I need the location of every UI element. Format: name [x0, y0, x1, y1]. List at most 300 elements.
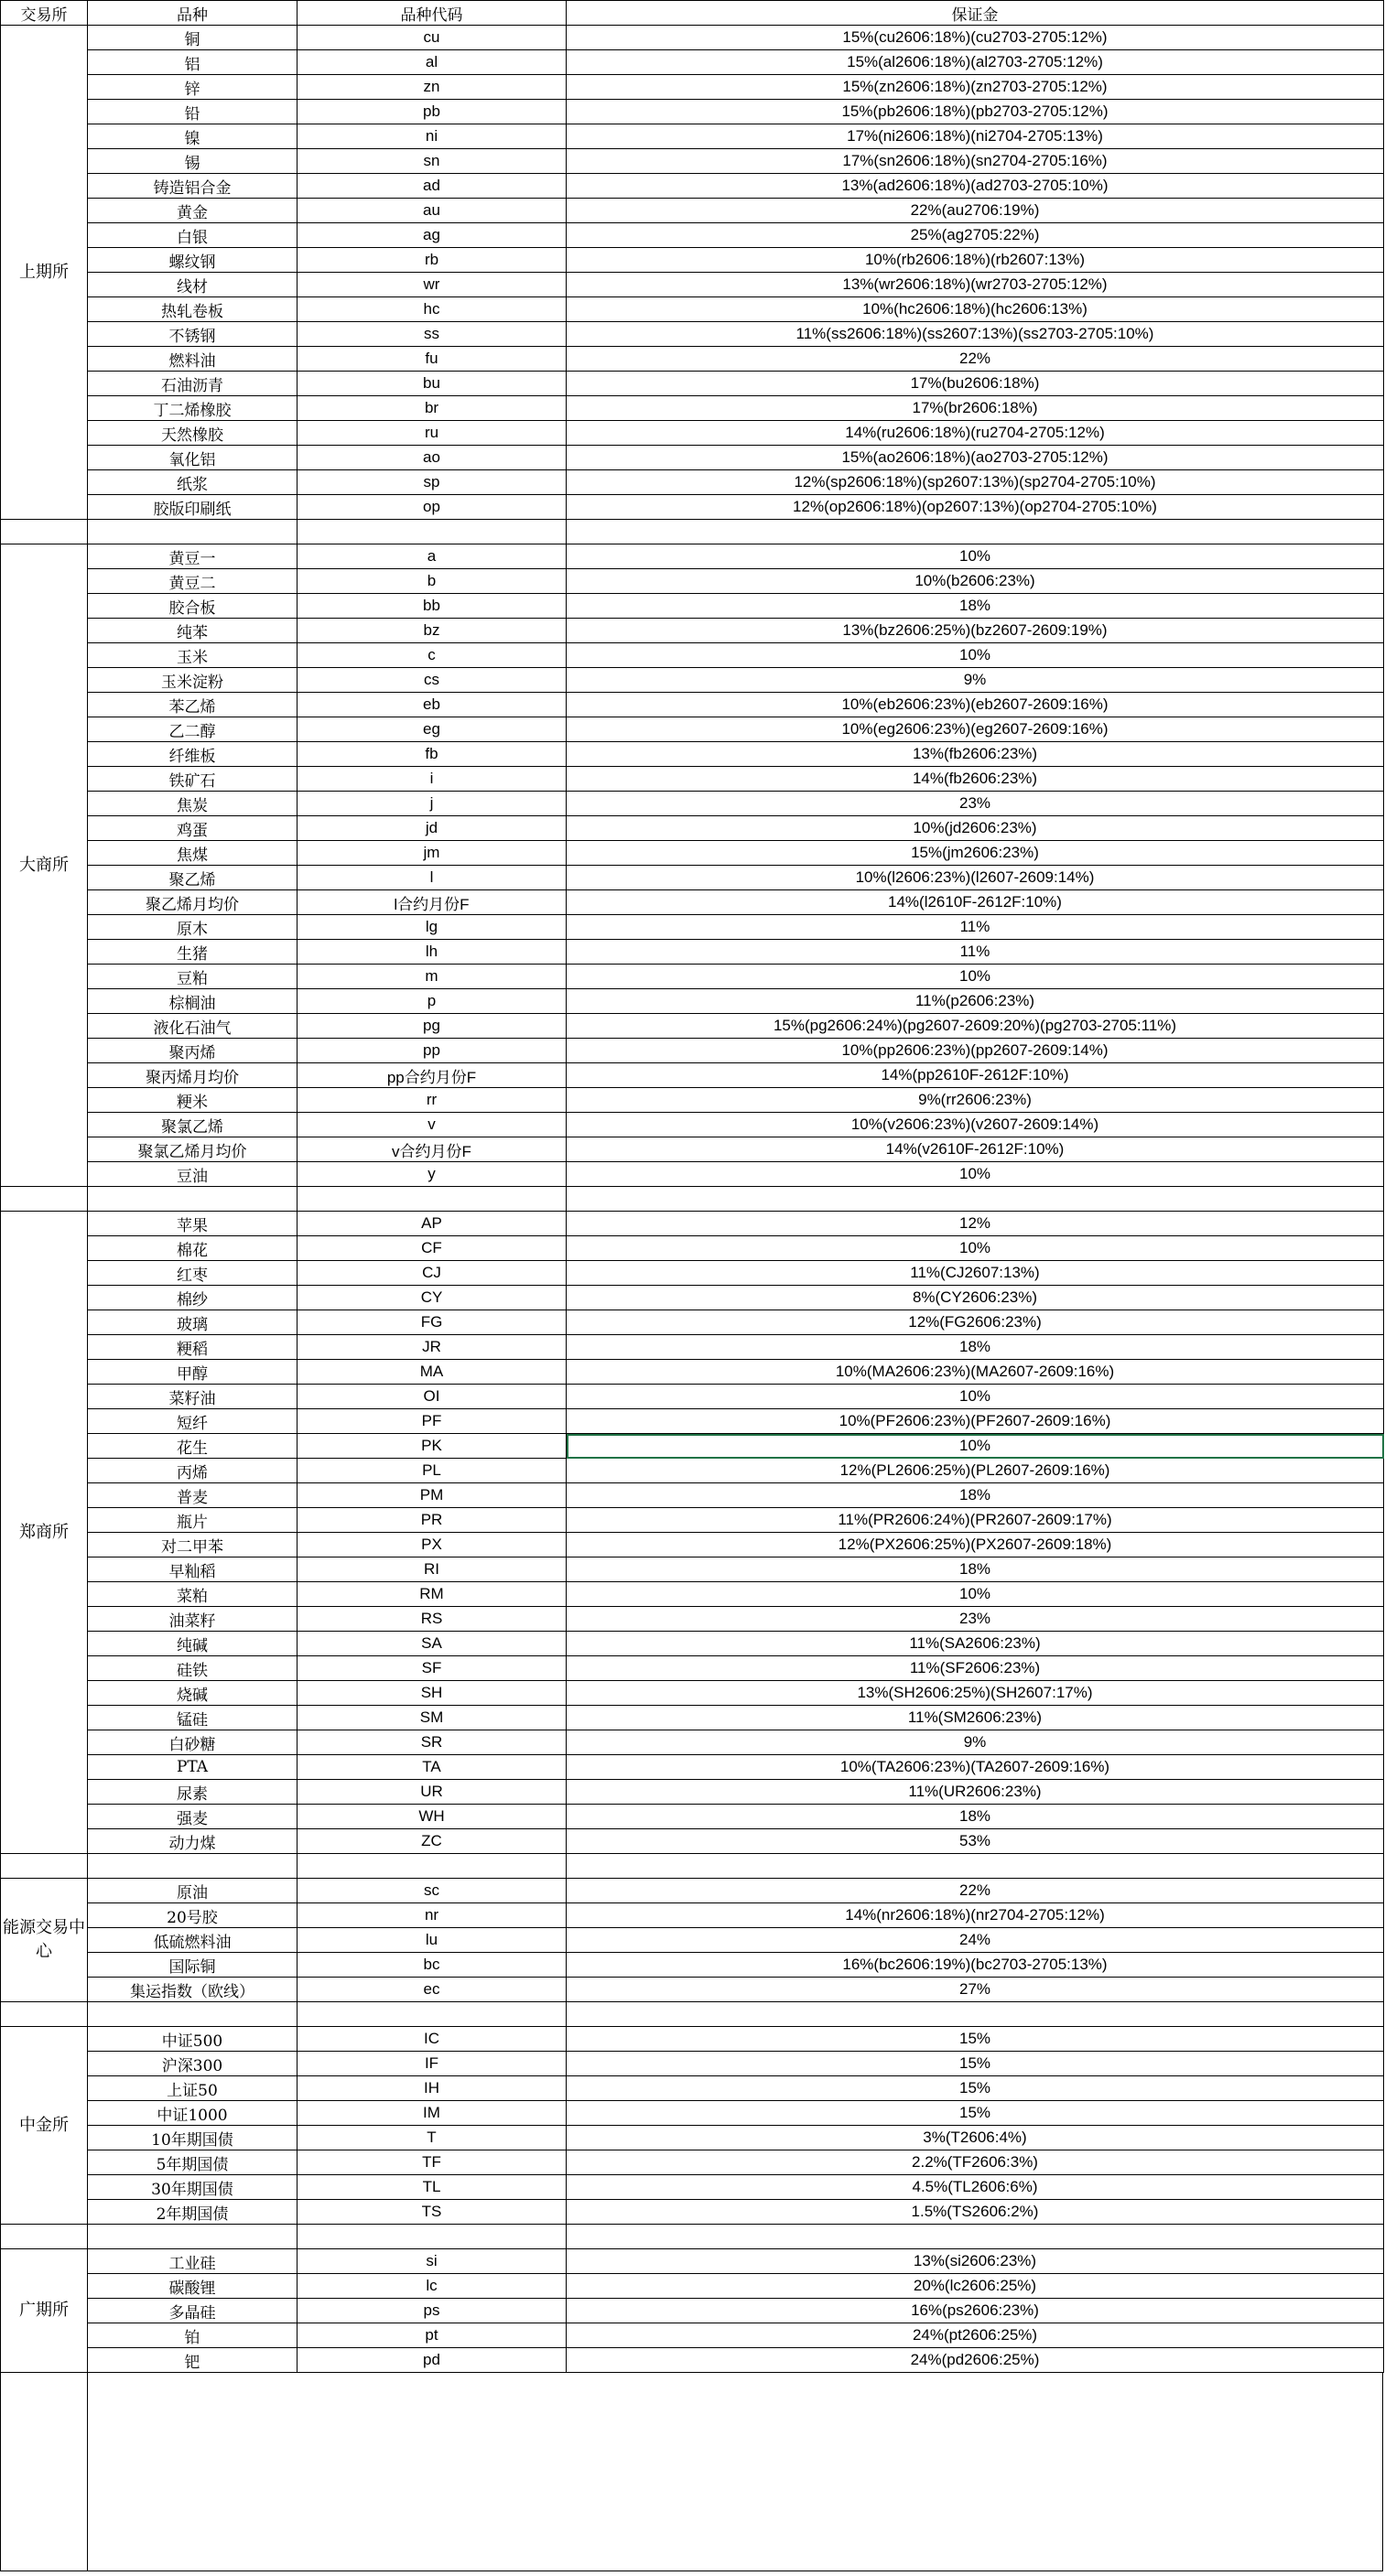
variety-cell[interactable]: 硅铁	[88, 1656, 298, 1681]
margin-cell[interactable]: 10%	[567, 1582, 1384, 1607]
code-cell[interactable]: pp合约月份F	[298, 1063, 567, 1088]
variety-cell[interactable]: 苯乙烯	[88, 693, 298, 717]
margin-cell[interactable]: 11%(SA2606:23%)	[567, 1632, 1384, 1656]
margin-cell[interactable]: 10%(TA2606:23%)(TA2607-2609:16%)	[567, 1755, 1384, 1780]
code-cell[interactable]: fu	[298, 347, 567, 372]
margin-cell[interactable]: 24%(pt2606:25%)	[567, 2323, 1384, 2348]
variety-cell[interactable]: 甲醇	[88, 1360, 298, 1385]
code-cell[interactable]: si	[298, 2249, 567, 2274]
variety-cell[interactable]: 铂	[88, 2323, 298, 2348]
variety-cell[interactable]: 镍	[88, 124, 298, 149]
variety-cell[interactable]: 上证50	[88, 2076, 298, 2101]
code-cell[interactable]: SR	[298, 1730, 567, 1755]
code-cell[interactable]: wr	[298, 273, 567, 297]
variety-cell[interactable]: 螺纹钢	[88, 248, 298, 273]
variety-cell[interactable]: 不锈钢	[88, 322, 298, 347]
code-cell[interactable]: hc	[298, 297, 567, 322]
code-cell[interactable]: TF	[298, 2150, 567, 2175]
code-cell[interactable]: lc	[298, 2274, 567, 2299]
variety-cell[interactable]: 油菜籽	[88, 1607, 298, 1632]
margin-cell[interactable]: 14%(l2610F-2612F:10%)	[567, 890, 1384, 915]
variety-cell[interactable]: 聚丙烯月均价	[88, 1063, 298, 1088]
empty-cell[interactable]	[88, 1187, 298, 1212]
margin-cell[interactable]: 12%(PL2606:25%)(PL2607-2609:16%)	[567, 1459, 1384, 1483]
variety-cell[interactable]: 烧碱	[88, 1681, 298, 1706]
code-cell[interactable]: TA	[298, 1755, 567, 1780]
variety-cell[interactable]: 短纤	[88, 1409, 298, 1434]
margin-cell[interactable]: 9%(rr2606:23%)	[567, 1088, 1384, 1113]
variety-cell[interactable]: 20号胶	[88, 1903, 298, 1928]
margin-cell[interactable]: 18%	[567, 1557, 1384, 1582]
exchange-cell[interactable]: 大商所	[1, 544, 88, 1187]
code-cell[interactable]: eb	[298, 693, 567, 717]
variety-cell[interactable]: 花生	[88, 1434, 298, 1459]
code-cell[interactable]: pp	[298, 1039, 567, 1063]
margin-cell[interactable]: 23%	[567, 1607, 1384, 1632]
code-cell[interactable]: IC	[298, 2027, 567, 2052]
margin-cell[interactable]: 11%	[567, 915, 1384, 940]
variety-cell[interactable]: 工业硅	[88, 2249, 298, 2274]
code-cell[interactable]: al	[298, 50, 567, 75]
code-cell[interactable]: l合约月份F	[298, 890, 567, 915]
code-cell[interactable]: cs	[298, 668, 567, 693]
margin-cell[interactable]: 3%(T2606:4%)	[567, 2126, 1384, 2150]
margin-cell[interactable]: 17%(br2606:18%)	[567, 396, 1384, 421]
margin-cell[interactable]: 15%(al2606:18%)(al2703-2705:12%)	[567, 50, 1384, 75]
code-cell[interactable]: rb	[298, 248, 567, 273]
variety-cell[interactable]: 粳稻	[88, 1335, 298, 1360]
variety-cell[interactable]: 瓶片	[88, 1508, 298, 1533]
variety-cell[interactable]: 焦炭	[88, 792, 298, 816]
margin-cell[interactable]: 10%(rb2606:18%)(rb2607:13%)	[567, 248, 1384, 273]
empty-cell[interactable]	[567, 2002, 1384, 2027]
margin-cell[interactable]: 2.2%(TF2606:3%)	[567, 2150, 1384, 2175]
variety-cell[interactable]: 锰硅	[88, 1706, 298, 1730]
margin-cell[interactable]: 8%(CY2606:23%)	[567, 1286, 1384, 1310]
code-cell[interactable]: IH	[298, 2076, 567, 2101]
variety-cell[interactable]: 聚丙烯	[88, 1039, 298, 1063]
variety-cell[interactable]: 棉花	[88, 1236, 298, 1261]
variety-cell[interactable]: 中证1000	[88, 2101, 298, 2126]
code-cell[interactable]: fb	[298, 742, 567, 767]
variety-cell[interactable]: 10年期国债	[88, 2126, 298, 2150]
margin-cell[interactable]: 4.5%(TL2606:6%)	[567, 2175, 1384, 2200]
code-cell[interactable]: ao	[298, 446, 567, 470]
code-cell[interactable]: b	[298, 569, 567, 594]
code-cell[interactable]: pb	[298, 100, 567, 124]
margin-cell[interactable]: 13%(si2606:23%)	[567, 2249, 1384, 2274]
code-cell[interactable]: OI	[298, 1385, 567, 1409]
empty-cell[interactable]	[567, 2225, 1384, 2249]
code-cell[interactable]: c	[298, 643, 567, 668]
margin-cell[interactable]: 11%(p2606:23%)	[567, 989, 1384, 1014]
margin-cell[interactable]: 11%	[567, 940, 1384, 965]
margin-cell[interactable]: 15%	[567, 2076, 1384, 2101]
margin-cell[interactable]: 11%(UR2606:23%)	[567, 1780, 1384, 1805]
margin-cell[interactable]: 15%(jm2606:23%)	[567, 841, 1384, 866]
variety-cell[interactable]: 原油	[88, 1879, 298, 1903]
empty-cell[interactable]	[1, 2002, 88, 2027]
margin-cell[interactable]: 53%	[567, 1829, 1384, 1854]
variety-cell[interactable]: 30年期国债	[88, 2175, 298, 2200]
margin-cell[interactable]: 15%(cu2606:18%)(cu2703-2705:12%)	[567, 26, 1384, 50]
variety-cell[interactable]: 豆油	[88, 1162, 298, 1187]
margin-cell[interactable]: 11%(PR2606:24%)(PR2607-2609:17%)	[567, 1508, 1384, 1533]
exchange-cell[interactable]: 郑商所	[1, 1212, 88, 1854]
margin-cell[interactable]: 17%(ni2606:18%)(ni2704-2705:13%)	[567, 124, 1384, 149]
variety-cell[interactable]: 棉纱	[88, 1286, 298, 1310]
code-cell[interactable]: CF	[298, 1236, 567, 1261]
variety-cell[interactable]: 粳米	[88, 1088, 298, 1113]
margin-cell[interactable]: 10%(PF2606:23%)(PF2607-2609:16%)	[567, 1409, 1384, 1434]
variety-cell[interactable]: 燃料油	[88, 347, 298, 372]
margin-cell[interactable]: 14%(pp2610F-2612F:10%)	[567, 1063, 1384, 1088]
code-cell[interactable]: p	[298, 989, 567, 1014]
code-cell[interactable]: br	[298, 396, 567, 421]
variety-cell[interactable]: 早籼稻	[88, 1557, 298, 1582]
code-cell[interactable]: ZC	[298, 1829, 567, 1854]
variety-cell[interactable]: 沪深300	[88, 2052, 298, 2076]
code-cell[interactable]: IM	[298, 2101, 567, 2126]
variety-cell[interactable]: 纸浆	[88, 470, 298, 495]
code-cell[interactable]: ss	[298, 322, 567, 347]
variety-cell[interactable]: 锡	[88, 149, 298, 174]
variety-cell[interactable]: 棕榈油	[88, 989, 298, 1014]
variety-cell[interactable]: 动力煤	[88, 1829, 298, 1854]
code-cell[interactable]: RM	[298, 1582, 567, 1607]
variety-cell[interactable]: 玉米淀粉	[88, 668, 298, 693]
header-code[interactable]: 品种代码	[298, 1, 567, 26]
code-cell[interactable]: PR	[298, 1508, 567, 1533]
variety-cell[interactable]: 聚乙烯	[88, 866, 298, 890]
margin-cell[interactable]: 9%	[567, 1730, 1384, 1755]
variety-cell[interactable]: 纯苯	[88, 619, 298, 643]
margin-cell[interactable]: 15%	[567, 2101, 1384, 2126]
variety-cell[interactable]: 聚氯乙烯	[88, 1113, 298, 1137]
variety-cell[interactable]: 鸡蛋	[88, 816, 298, 841]
margin-cell[interactable]: 15%	[567, 2052, 1384, 2076]
code-cell[interactable]: pg	[298, 1014, 567, 1039]
variety-cell[interactable]: 乙二醇	[88, 717, 298, 742]
code-cell[interactable]: zn	[298, 75, 567, 100]
margin-cell[interactable]: 24%	[567, 1928, 1384, 1953]
code-cell[interactable]: v合约月份F	[298, 1137, 567, 1162]
empty-cell[interactable]	[1, 520, 88, 544]
variety-cell[interactable]: 中证500	[88, 2027, 298, 2052]
code-cell[interactable]: CJ	[298, 1261, 567, 1286]
margin-cell[interactable]: 14%(nr2606:18%)(nr2704-2705:12%)	[567, 1903, 1384, 1928]
margin-cell[interactable]: 10%	[567, 1385, 1384, 1409]
margin-cell[interactable]: 13%(SH2606:25%)(SH2607:17%)	[567, 1681, 1384, 1706]
code-cell[interactable]: MA	[298, 1360, 567, 1385]
variety-cell[interactable]: 锌	[88, 75, 298, 100]
variety-cell[interactable]: 普麦	[88, 1483, 298, 1508]
code-cell[interactable]: a	[298, 544, 567, 569]
margin-cell[interactable]: 11%(SF2606:23%)	[567, 1656, 1384, 1681]
margin-cell[interactable]: 10%(jd2606:23%)	[567, 816, 1384, 841]
variety-cell[interactable]: 红枣	[88, 1261, 298, 1286]
variety-cell[interactable]: 菜籽油	[88, 1385, 298, 1409]
margin-cell[interactable]: 24%(pd2606:25%)	[567, 2348, 1384, 2373]
margin-cell[interactable]: 12%	[567, 1212, 1384, 1236]
variety-cell[interactable]: 液化石油气	[88, 1014, 298, 1039]
margin-cell[interactable]: 12%(FG2606:23%)	[567, 1310, 1384, 1335]
code-cell[interactable]: bz	[298, 619, 567, 643]
margin-cell[interactable]: 18%	[567, 1483, 1384, 1508]
variety-cell[interactable]: 强麦	[88, 1805, 298, 1829]
code-cell[interactable]: AP	[298, 1212, 567, 1236]
code-cell[interactable]: sp	[298, 470, 567, 495]
empty-cell[interactable]	[298, 1187, 567, 1212]
margin-cell[interactable]: 16%(ps2606:23%)	[567, 2299, 1384, 2323]
empty-cell[interactable]	[567, 1854, 1384, 1879]
code-cell[interactable]: ps	[298, 2299, 567, 2323]
variety-cell[interactable]: 铝	[88, 50, 298, 75]
variety-cell[interactable]: 2年期国债	[88, 2200, 298, 2225]
code-cell[interactable]: jd	[298, 816, 567, 841]
margin-cell[interactable]: 10%(hc2606:18%)(hc2606:13%)	[567, 297, 1384, 322]
code-cell[interactable]: UR	[298, 1780, 567, 1805]
code-cell[interactable]: JR	[298, 1335, 567, 1360]
exchange-cell[interactable]: 广期所	[1, 2249, 88, 2373]
margin-cell[interactable]: 23%	[567, 792, 1384, 816]
variety-cell[interactable]: 天然橡胶	[88, 421, 298, 446]
empty-cell[interactable]	[298, 1854, 567, 1879]
code-cell[interactable]: j	[298, 792, 567, 816]
variety-cell[interactable]: 铜	[88, 26, 298, 50]
margin-cell[interactable]: 10%	[567, 643, 1384, 668]
code-cell[interactable]: PM	[298, 1483, 567, 1508]
code-cell[interactable]: ec	[298, 1978, 567, 2002]
margin-cell[interactable]: 14%(fb2606:23%)	[567, 767, 1384, 792]
code-cell[interactable]: nr	[298, 1903, 567, 1928]
margin-cell[interactable]: 10%(b2606:23%)	[567, 569, 1384, 594]
header-variety[interactable]: 品种	[88, 1, 298, 26]
margin-cell[interactable]: 15%(zn2606:18%)(zn2703-2705:12%)	[567, 75, 1384, 100]
margin-cell[interactable]: 12%(op2606:18%)(op2607:13%)(op2704-2705:10%)	[567, 495, 1384, 520]
margin-cell[interactable]: 10%	[567, 965, 1384, 989]
code-cell[interactable]: rr	[298, 1088, 567, 1113]
header-exchange[interactable]: 交易所	[1, 1, 88, 26]
margin-cell[interactable]: 22%(au2706:19%)	[567, 199, 1384, 223]
margin-cell[interactable]: 10%(v2606:23%)(v2607-2609:14%)	[567, 1113, 1384, 1137]
code-cell[interactable]: ad	[298, 174, 567, 199]
margin-cell[interactable]: 14%(v2610F-2612F:10%)	[567, 1137, 1384, 1162]
variety-cell[interactable]: 低硫燃料油	[88, 1928, 298, 1953]
variety-cell[interactable]: 尿素	[88, 1780, 298, 1805]
margin-cell[interactable]: 22%	[567, 1879, 1384, 1903]
margin-cell[interactable]: 10%(l2606:23%)(l2607-2609:14%)	[567, 866, 1384, 890]
code-cell[interactable]: sn	[298, 149, 567, 174]
code-cell[interactable]: SF	[298, 1656, 567, 1681]
code-cell[interactable]: lu	[298, 1928, 567, 1953]
code-cell[interactable]: bc	[298, 1953, 567, 1978]
margin-cell[interactable]: 27%	[567, 1978, 1384, 2002]
variety-cell[interactable]: 多晶硅	[88, 2299, 298, 2323]
empty-cell[interactable]	[1, 1854, 88, 1879]
variety-cell[interactable]: 钯	[88, 2348, 298, 2373]
exchange-cell[interactable]: 上期所	[1, 26, 88, 520]
code-cell[interactable]: ru	[298, 421, 567, 446]
code-cell[interactable]: SA	[298, 1632, 567, 1656]
code-cell[interactable]: lg	[298, 915, 567, 940]
variety-cell[interactable]: 胶合板	[88, 594, 298, 619]
empty-cell[interactable]	[567, 1187, 1384, 1212]
code-cell[interactable]: lh	[298, 940, 567, 965]
code-cell[interactable]: PK	[298, 1434, 567, 1459]
margin-cell[interactable]: 18%	[567, 1805, 1384, 1829]
code-cell[interactable]: l	[298, 866, 567, 890]
variety-cell[interactable]: 白银	[88, 223, 298, 248]
code-cell[interactable]: PF	[298, 1409, 567, 1434]
code-cell[interactable]: ag	[298, 223, 567, 248]
empty-cell[interactable]	[567, 520, 1384, 544]
variety-cell[interactable]: 氧化铝	[88, 446, 298, 470]
selected-margin-cell[interactable]: 10%	[567, 1434, 1384, 1459]
variety-cell[interactable]: 菜粕	[88, 1582, 298, 1607]
empty-cell[interactable]	[88, 2225, 298, 2249]
code-cell[interactable]: PX	[298, 1533, 567, 1557]
variety-cell[interactable]: 玻璃	[88, 1310, 298, 1335]
margin-cell[interactable]: 1.5%(TS2606:2%)	[567, 2200, 1384, 2225]
margin-cell[interactable]: 18%	[567, 1335, 1384, 1360]
code-cell[interactable]: v	[298, 1113, 567, 1137]
variety-cell[interactable]: 国际铜	[88, 1953, 298, 1978]
margin-cell[interactable]: 11%(SM2606:23%)	[567, 1706, 1384, 1730]
code-cell[interactable]: SH	[298, 1681, 567, 1706]
margin-cell[interactable]: 20%(lc2606:25%)	[567, 2274, 1384, 2299]
empty-cell[interactable]	[88, 520, 298, 544]
variety-cell[interactable]: 纤维板	[88, 742, 298, 767]
code-cell[interactable]: ni	[298, 124, 567, 149]
code-cell[interactable]: PL	[298, 1459, 567, 1483]
empty-cell[interactable]	[298, 2225, 567, 2249]
exchange-cell[interactable]: 中金所	[1, 2027, 88, 2225]
margin-cell[interactable]: 13%(wr2606:18%)(wr2703-2705:12%)	[567, 273, 1384, 297]
code-cell[interactable]: RS	[298, 1607, 567, 1632]
margin-cell[interactable]: 12%(PX2606:25%)(PX2607-2609:18%)	[567, 1533, 1384, 1557]
variety-cell[interactable]: 玉米	[88, 643, 298, 668]
code-cell[interactable]: sc	[298, 1879, 567, 1903]
code-cell[interactable]: y	[298, 1162, 567, 1187]
variety-cell[interactable]: 丙烯	[88, 1459, 298, 1483]
code-cell[interactable]: SM	[298, 1706, 567, 1730]
code-cell[interactable]: jm	[298, 841, 567, 866]
margin-cell[interactable]: 16%(bc2606:19%)(bc2703-2705:13%)	[567, 1953, 1384, 1978]
code-cell[interactable]: au	[298, 199, 567, 223]
variety-cell[interactable]: 铁矿石	[88, 767, 298, 792]
variety-cell[interactable]: 线材	[88, 273, 298, 297]
code-cell[interactable]: IF	[298, 2052, 567, 2076]
code-cell[interactable]: i	[298, 767, 567, 792]
exchange-cell[interactable]: 能源交易中心	[1, 1879, 88, 2002]
empty-cell[interactable]	[1, 1187, 88, 1212]
code-cell[interactable]: pt	[298, 2323, 567, 2348]
variety-cell[interactable]: 生猪	[88, 940, 298, 965]
margin-cell[interactable]: 10%(pp2606:23%)(pp2607-2609:14%)	[567, 1039, 1384, 1063]
code-cell[interactable]: CY	[298, 1286, 567, 1310]
margin-cell[interactable]: 9%	[567, 668, 1384, 693]
variety-cell[interactable]: 黄金	[88, 199, 298, 223]
margin-cell[interactable]: 10%	[567, 544, 1384, 569]
margin-cell[interactable]: 12%(sp2606:18%)(sp2607:13%)(sp2704-2705:10%)	[567, 470, 1384, 495]
variety-cell[interactable]: 5年期国债	[88, 2150, 298, 2175]
variety-cell[interactable]: 豆粕	[88, 965, 298, 989]
margin-cell[interactable]: 22%	[567, 347, 1384, 372]
empty-cell[interactable]	[88, 2002, 298, 2027]
variety-cell[interactable]: PTA	[88, 1755, 298, 1780]
variety-cell[interactable]: 聚乙烯月均价	[88, 890, 298, 915]
margin-cell[interactable]: 14%(ru2606:18%)(ru2704-2705:12%)	[567, 421, 1384, 446]
variety-cell[interactable]: 铸造铝合金	[88, 174, 298, 199]
variety-cell[interactable]: 丁二烯橡胶	[88, 396, 298, 421]
variety-cell[interactable]: 石油沥青	[88, 372, 298, 396]
variety-cell[interactable]: 对二甲苯	[88, 1533, 298, 1557]
margin-cell[interactable]: 10%(eg2606:23%)(eg2607-2609:16%)	[567, 717, 1384, 742]
variety-cell[interactable]: 黄豆一	[88, 544, 298, 569]
code-cell[interactable]: WH	[298, 1805, 567, 1829]
variety-cell[interactable]: 苹果	[88, 1212, 298, 1236]
code-cell[interactable]: RI	[298, 1557, 567, 1582]
code-cell[interactable]: TS	[298, 2200, 567, 2225]
code-cell[interactable]: bb	[298, 594, 567, 619]
variety-cell[interactable]: 白砂糖	[88, 1730, 298, 1755]
code-cell[interactable]: cu	[298, 26, 567, 50]
margin-cell[interactable]: 13%(bz2606:25%)(bz2607-2609:19%)	[567, 619, 1384, 643]
code-cell[interactable]: FG	[298, 1310, 567, 1335]
variety-cell[interactable]: 原木	[88, 915, 298, 940]
code-cell[interactable]: m	[298, 965, 567, 989]
margin-cell[interactable]: 18%	[567, 594, 1384, 619]
margin-cell[interactable]: 11%(CJ2607:13%)	[567, 1261, 1384, 1286]
empty-cell[interactable]	[1, 2225, 88, 2249]
empty-cell[interactable]	[88, 1854, 298, 1879]
margin-cell[interactable]: 15%(pg2606:24%)(pg2607-2609:20%)(pg2703-2705:11%)	[567, 1014, 1384, 1039]
variety-cell[interactable]: 铅	[88, 100, 298, 124]
variety-cell[interactable]: 胶版印刷纸	[88, 495, 298, 520]
code-cell[interactable]: bu	[298, 372, 567, 396]
variety-cell[interactable]: 聚氯乙烯月均价	[88, 1137, 298, 1162]
margin-cell[interactable]: 13%(fb2606:23%)	[567, 742, 1384, 767]
margin-cell[interactable]: 15%(ao2606:18%)(ao2703-2705:12%)	[567, 446, 1384, 470]
margin-cell[interactable]: 11%(ss2606:18%)(ss2607:13%)(ss2703-2705:10%)	[567, 322, 1384, 347]
code-cell[interactable]: eg	[298, 717, 567, 742]
code-cell[interactable]: TL	[298, 2175, 567, 2200]
margin-cell[interactable]: 15%	[567, 2027, 1384, 2052]
margin-cell[interactable]: 10%	[567, 1236, 1384, 1261]
code-cell[interactable]: pd	[298, 2348, 567, 2373]
header-margin[interactable]: 保证金	[567, 1, 1384, 26]
variety-cell[interactable]: 碳酸锂	[88, 2274, 298, 2299]
empty-cell[interactable]	[298, 2002, 567, 2027]
code-cell[interactable]: T	[298, 2126, 567, 2150]
code-cell[interactable]: op	[298, 495, 567, 520]
variety-cell[interactable]: 焦煤	[88, 841, 298, 866]
margin-cell[interactable]: 10%	[567, 1162, 1384, 1187]
margin-cell[interactable]: 25%(ag2705:22%)	[567, 223, 1384, 248]
margin-cell[interactable]: 10%(eb2606:23%)(eb2607-2609:16%)	[567, 693, 1384, 717]
variety-cell[interactable]: 纯碱	[88, 1632, 298, 1656]
margin-cell[interactable]: 10%(MA2606:23%)(MA2607-2609:16%)	[567, 1360, 1384, 1385]
variety-cell[interactable]: 黄豆二	[88, 569, 298, 594]
margin-cell[interactable]: 15%(pb2606:18%)(pb2703-2705:12%)	[567, 100, 1384, 124]
empty-cell[interactable]	[298, 520, 567, 544]
variety-cell[interactable]: 集运指数（欧线）	[88, 1978, 298, 2002]
margin-cell[interactable]: 17%(sn2606:18%)(sn2704-2705:16%)	[567, 149, 1384, 174]
margin-cell[interactable]: 13%(ad2606:18%)(ad2703-2705:10%)	[567, 174, 1384, 199]
variety-cell[interactable]: 热轧卷板	[88, 297, 298, 322]
margin-cell[interactable]: 17%(bu2606:18%)	[567, 372, 1384, 396]
